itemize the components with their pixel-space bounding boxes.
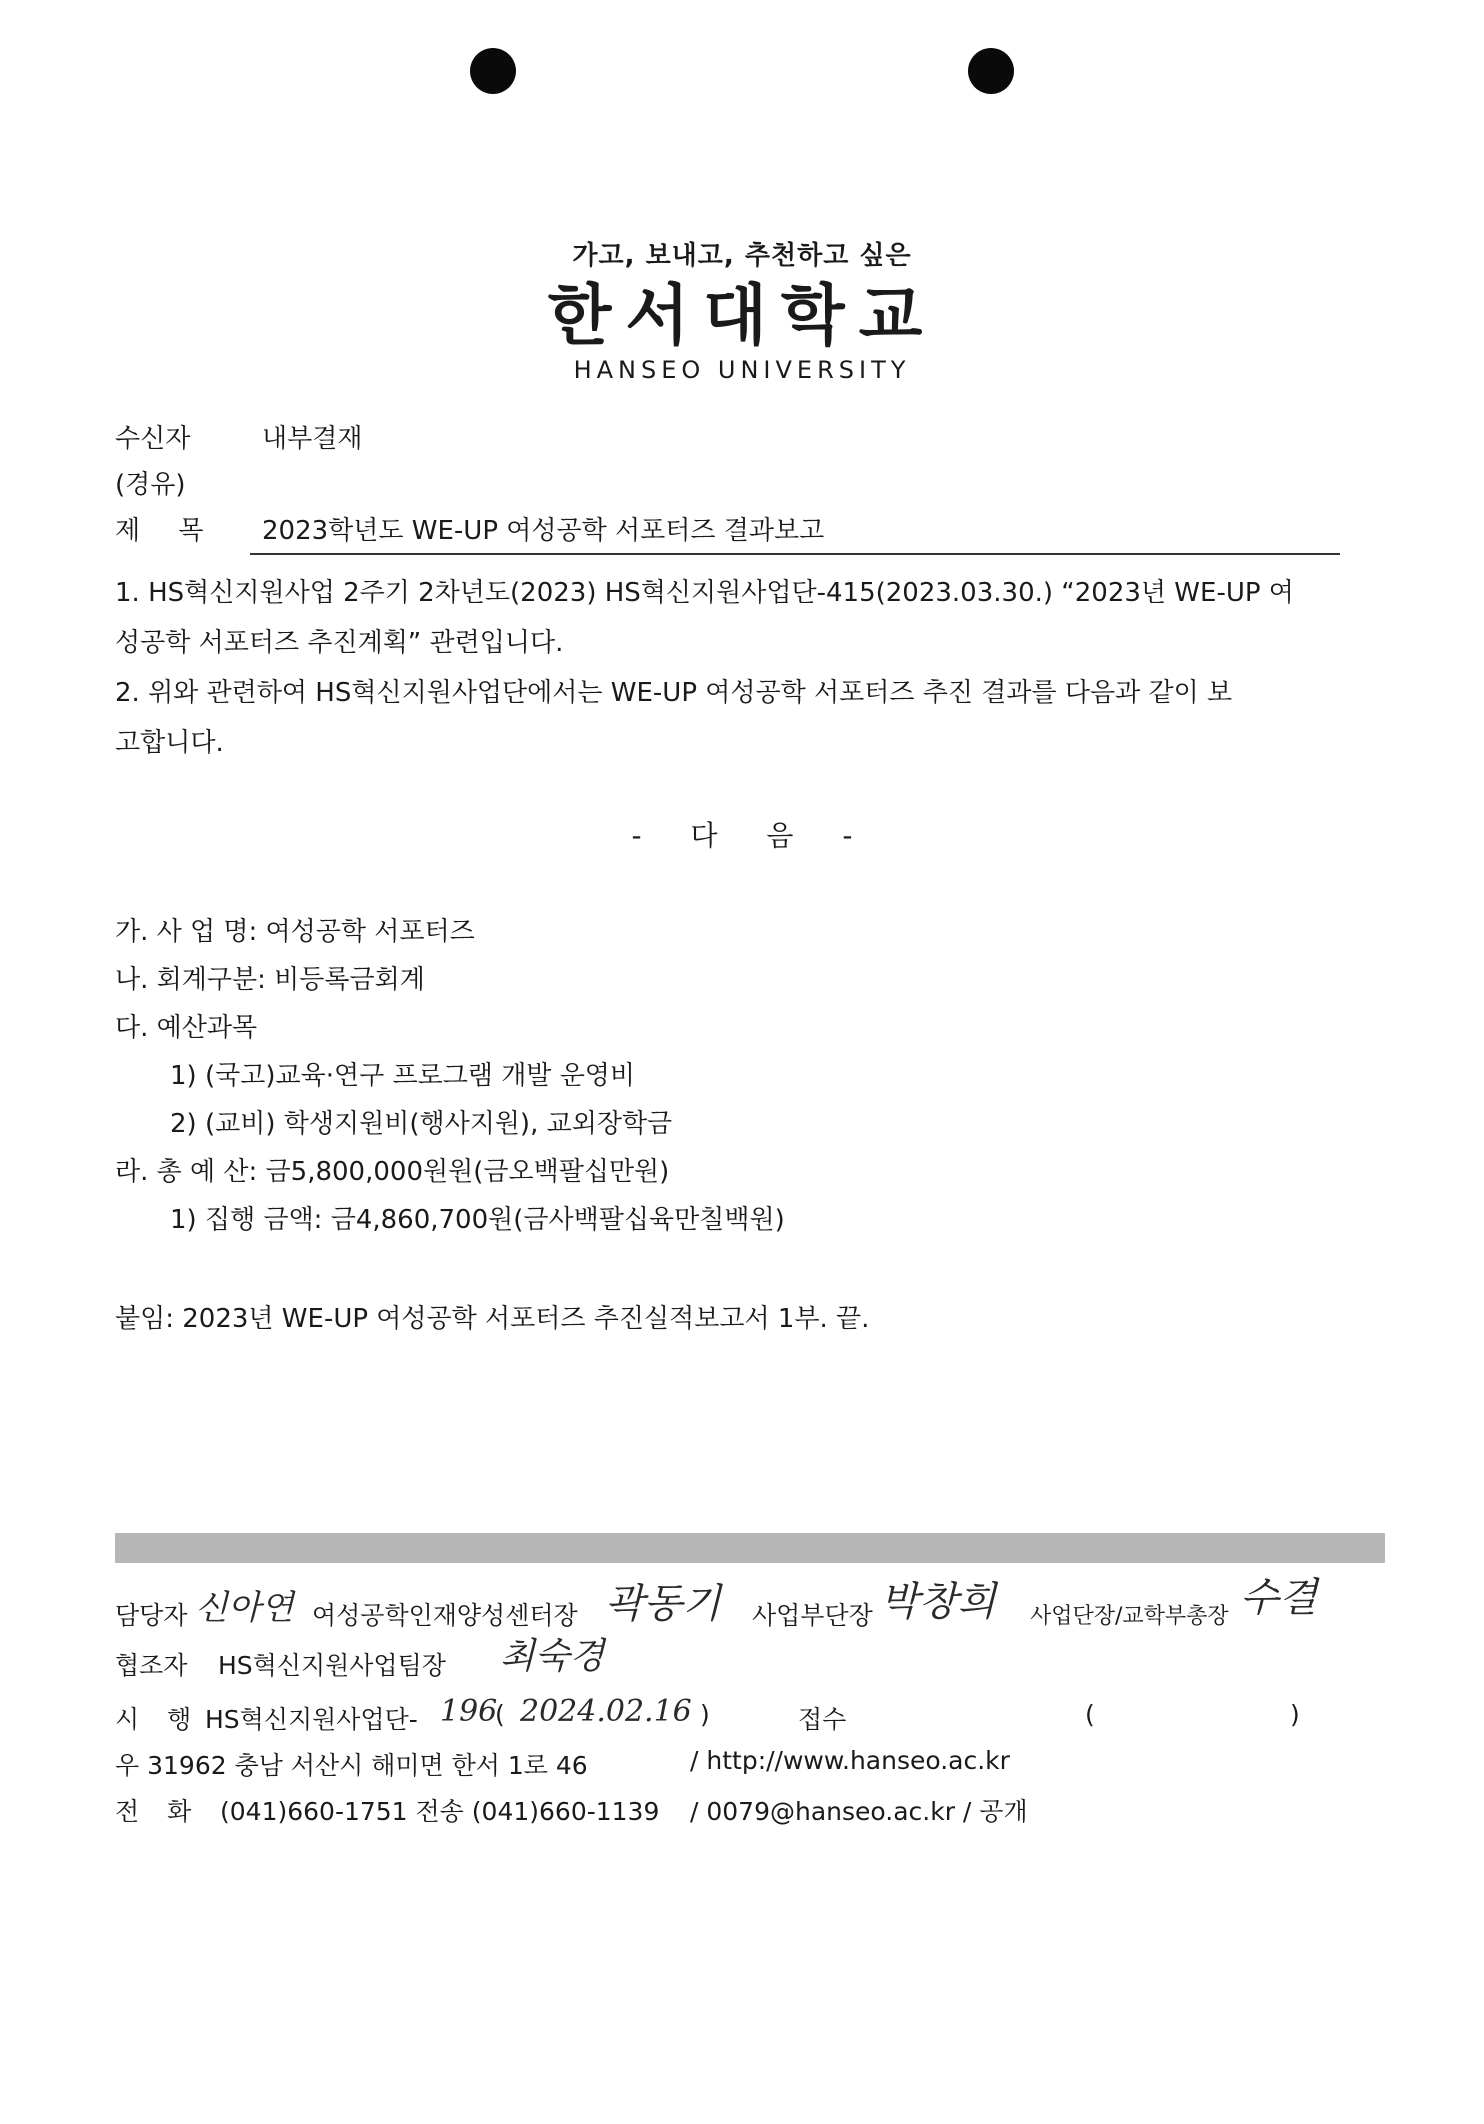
- project-head-signature: 수결: [1240, 1575, 1318, 1621]
- attachment-note: 붙임: 2023년 WE-UP 여성공학 서포터즈 추진실적보고서 1부. 끝.: [115, 1304, 870, 1334]
- manager-signature: 신아연: [195, 1588, 294, 1628]
- email-visibility: / 0079@hanseo.ac.kr / 공개: [690, 1797, 1028, 1826]
- deputy-head-signature: 박창희: [880, 1579, 996, 1625]
- recipient-value: 내부결재: [262, 424, 363, 454]
- slogan: 가고, 보내고, 추천하고 싶은: [572, 241, 912, 271]
- detail-budget-subject-2: 2) (교비) 학생지원비(행사지원), 교외장학금: [170, 1109, 673, 1139]
- subject-value: 2023학년도 WE-UP 여성공학 서포터즈 결과보고: [262, 516, 825, 546]
- body-paragraphs: [115, 568, 1385, 768]
- execution-label: 시 행: [115, 1705, 192, 1734]
- university-name-korean: 한서대학교: [547, 277, 937, 354]
- deputy-head-label: 사업부단장: [752, 1601, 873, 1630]
- details-list: [115, 908, 1385, 1244]
- execution-number: 196: [440, 1694, 498, 1729]
- subject-label: 제 목: [115, 516, 204, 546]
- receipt-label: 접수: [798, 1705, 847, 1734]
- binder-hole-left: [470, 48, 516, 94]
- receipt-paren-close: ): [1290, 1700, 1300, 1729]
- detail-business-name: 가. 사 업 명: 여성공학 서포터즈: [115, 917, 475, 947]
- paragraph-2-line-1: 2. 위와 관련하여 HS혁신지원사업단에서는 WE-UP 여성공학 서포터즈 추진 결과를 다음과 같이 보: [115, 678, 1233, 708]
- center-director-signature: 곽동기: [605, 1581, 721, 1627]
- university-name-english: HANSEO UNIVERSITY: [573, 356, 911, 384]
- detail-budget-subject: 다. 예산과목: [115, 1013, 258, 1043]
- via-label: (경유): [115, 470, 186, 500]
- execution-paren-open: (: [495, 1700, 505, 1729]
- detail-accounting: 나. 회계구분: 비등록금회계: [115, 965, 425, 995]
- cooperator-value: HS혁신지원사업팀장: [218, 1651, 446, 1680]
- detail-executed-amount: 1) 집행 금액: 금4,860,700원(금사백팔십육만칠백원): [170, 1205, 785, 1235]
- detail-budget-subject-1: 1) (국고)교육·연구 프로그램 개발 운영비: [170, 1061, 636, 1091]
- paragraph-1-line-1: 1. HS혁신지원사업 2주기 2차년도(2023) HS혁신지원사업단-415(2023.03.30.) “2023년 WE-UP 여: [115, 578, 1294, 608]
- next-marker: - 다 음 -: [631, 819, 853, 852]
- execution-value: HS혁신지원사업단-: [205, 1705, 418, 1734]
- website-link[interactable]: / http://www.hanseo.ac.kr: [690, 1746, 1010, 1775]
- phone-label: 전 화: [115, 1797, 192, 1826]
- paragraph-1-line-2: 성공학 서포터즈 추진계획” 관련입니다.: [115, 628, 564, 658]
- cooperator-signature: 최숙경: [500, 1636, 605, 1677]
- paragraph-2-line-2: 고합니다.: [115, 728, 224, 758]
- recipient-label: 수신자: [115, 424, 191, 454]
- binder-hole-right: [968, 48, 1014, 94]
- manager-label: 담당자: [115, 1601, 188, 1630]
- cooperator-label: 협조자: [115, 1651, 188, 1680]
- execution-paren-close: ): [700, 1700, 710, 1729]
- letterhead: [0, 235, 1484, 384]
- phone-fax: (041)660-1751 전송 (041)660-1139: [220, 1797, 660, 1826]
- center-director-label: 여성공학인재양성센터장: [312, 1601, 578, 1630]
- footer-gray-bar: [115, 1533, 1385, 1563]
- project-head-label: 사업단장/교학부총장: [1030, 1604, 1229, 1629]
- postal-address: 우 31962 충남 서산시 해미면 한서 1로 46: [115, 1751, 588, 1780]
- execution-date: 2024.02.16: [520, 1694, 692, 1729]
- subject-divider: [250, 553, 1340, 555]
- receipt-paren-open: (: [1085, 1700, 1095, 1729]
- detail-total-budget: 라. 총 예 산: 금5,800,000원원(금오백팔십만원): [115, 1157, 670, 1187]
